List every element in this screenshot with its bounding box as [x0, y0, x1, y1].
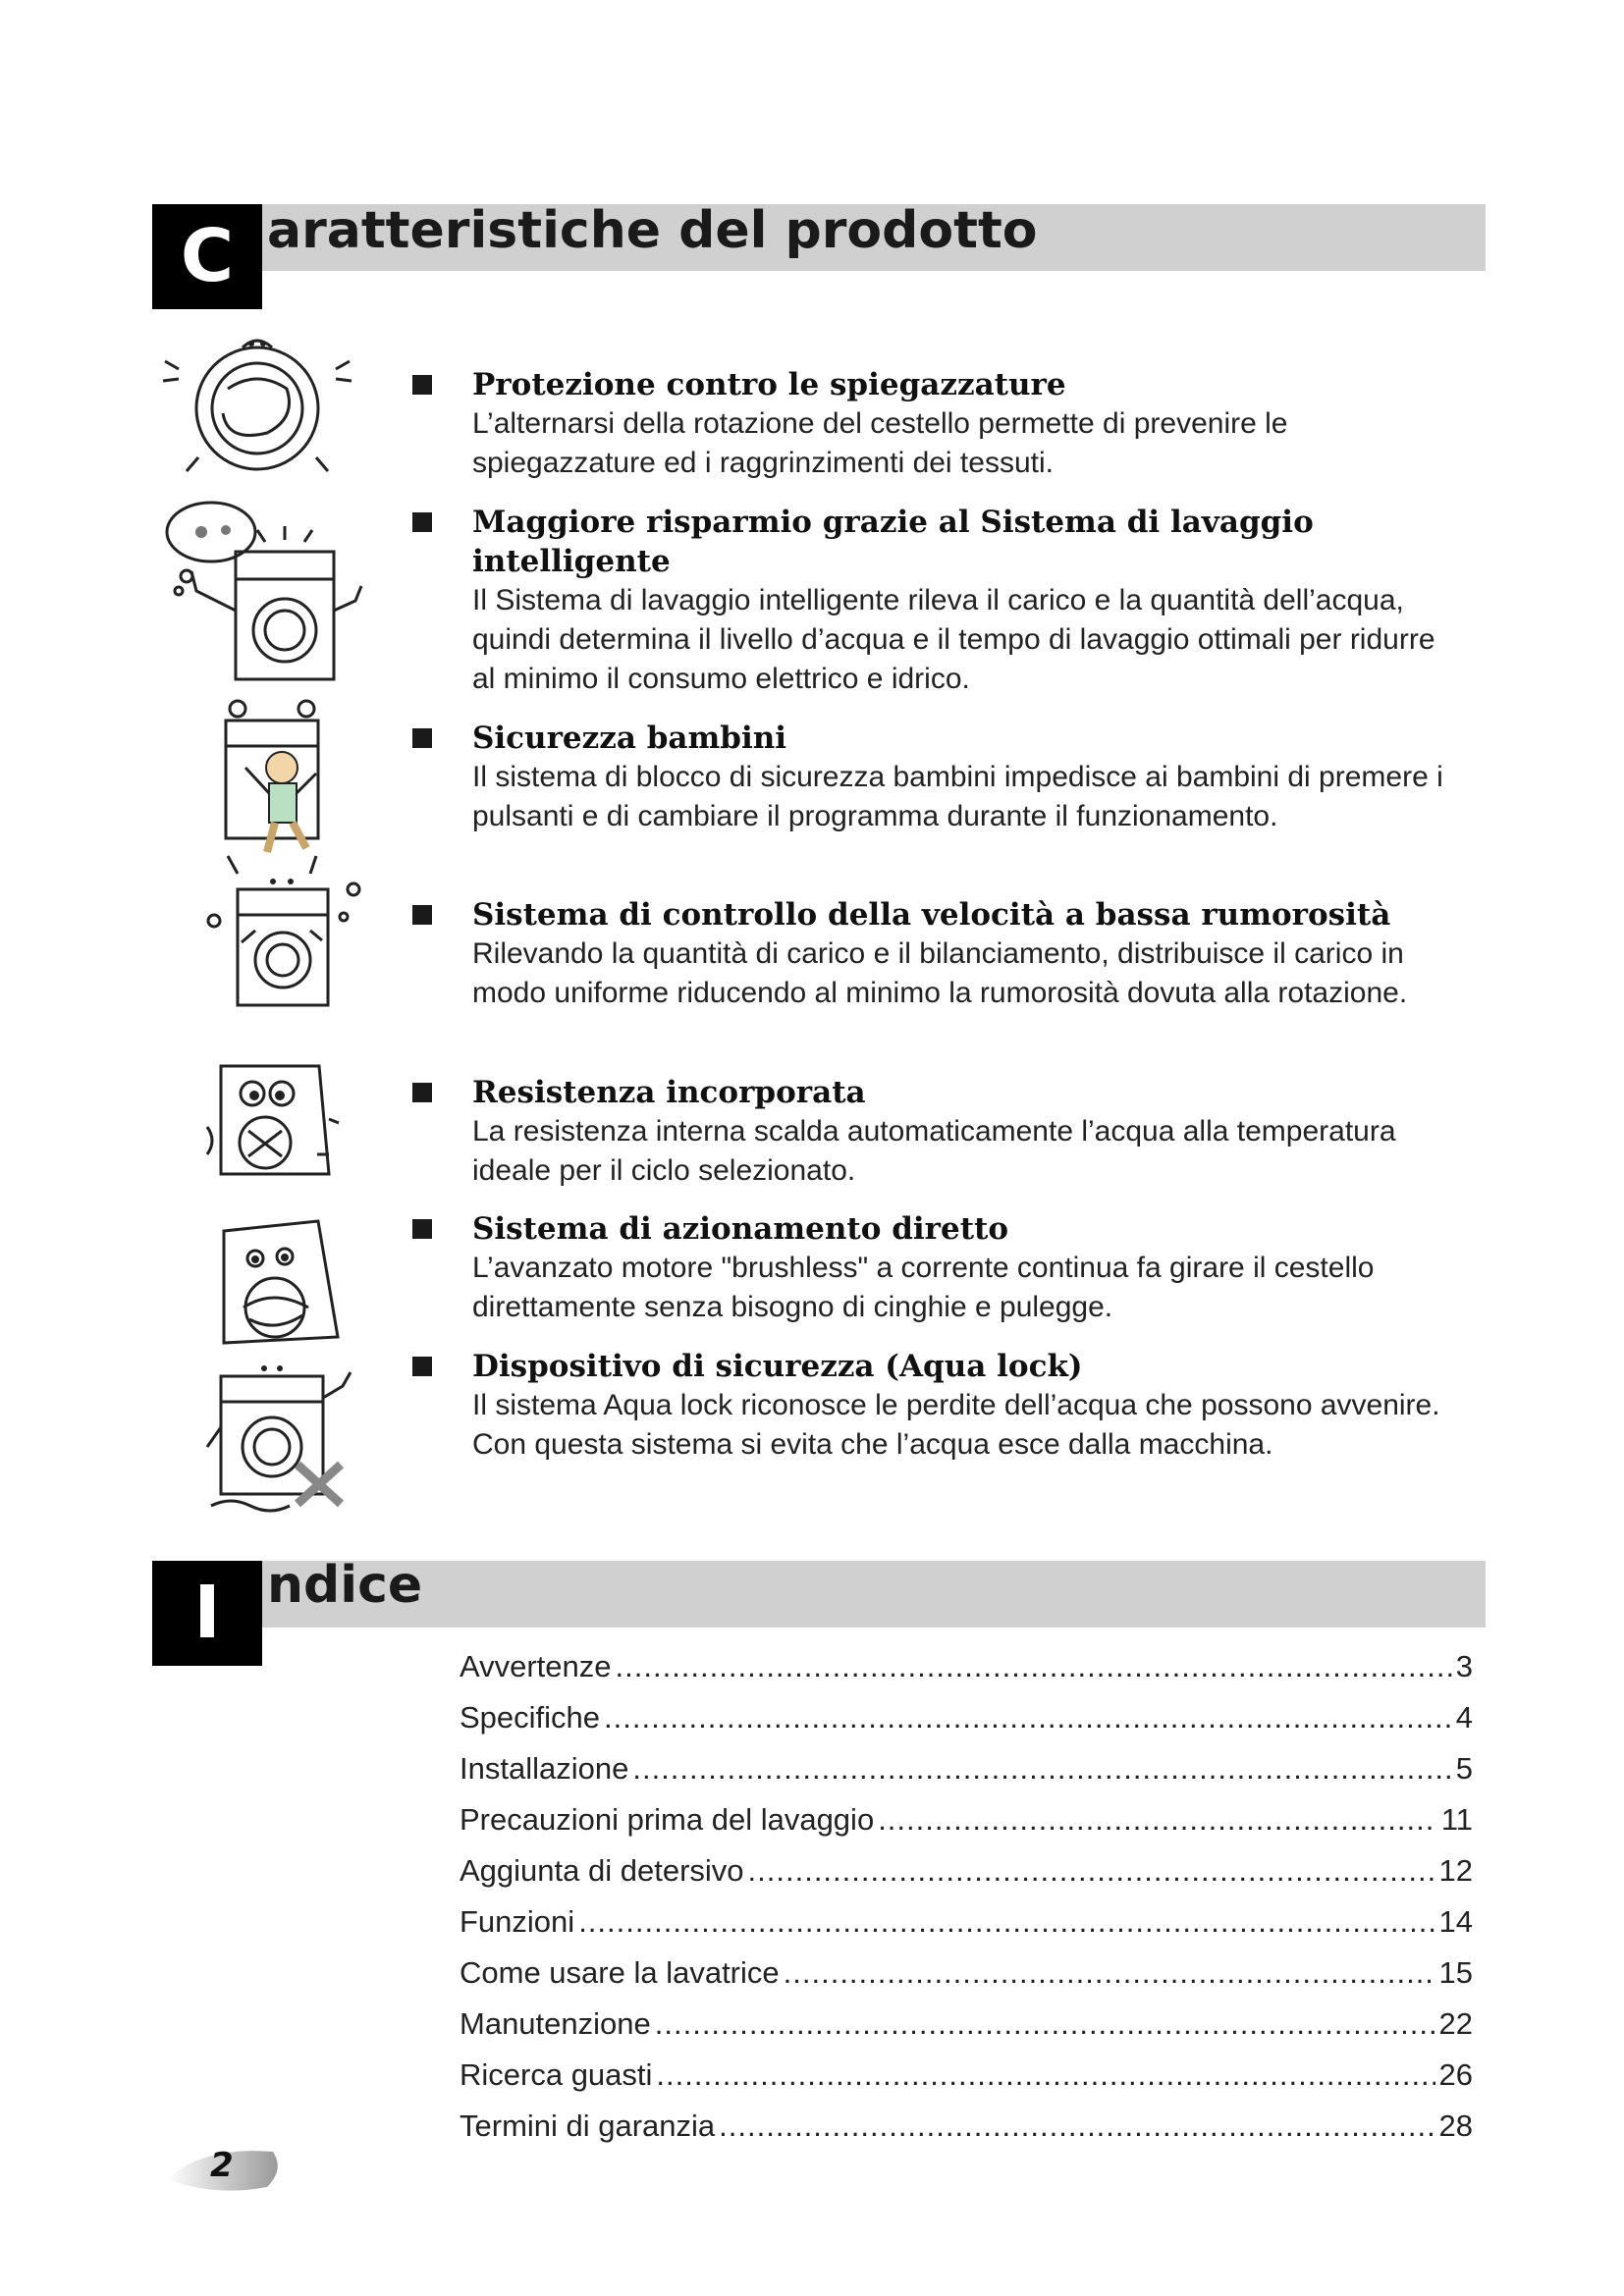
- toc-dot-leader: [748, 1853, 1435, 1889]
- toc-dot-leader: [784, 1955, 1435, 1991]
- features-section-title: aratteristiche del prodotto: [267, 201, 1038, 260]
- feature-item: [412, 895, 1453, 1013]
- toc-entry[interactable]: [460, 1955, 1473, 2006]
- low-noise-washer-illustration: [196, 872, 373, 1009]
- toc-entry-label: Funzioni: [460, 1904, 575, 1939]
- feature-title: Maggiore risparmio grazie al Sistema di lavaggio intelligente: [472, 505, 1314, 579]
- bullet-square: [412, 1083, 432, 1102]
- smart-washer-illustration: [157, 493, 363, 689]
- toc-entry-label: Termini di garanzia: [460, 2109, 716, 2143]
- feature-title: Sistema di controllo della velocità a bassa rumorosità: [472, 897, 1391, 933]
- toc-entry-label: Ricerca guasti: [460, 2057, 653, 2092]
- feature-title: Sicurezza bambini: [472, 721, 787, 756]
- feature-title: Sistema di azionamento diretto: [472, 1211, 1009, 1247]
- bullet-square: [412, 375, 432, 395]
- toc-entry-label: Specifiche: [460, 1700, 601, 1735]
- child-lock-illustration: [208, 699, 336, 876]
- toc-dot-leader: [578, 1904, 1435, 1940]
- feature-description: L’alternarsi della rotazione del cestello permette di prevenire le spiegazzature ed i raggrinzimenti dei tessuti.: [472, 407, 1288, 479]
- feature-title: Resistenza incorporata: [472, 1075, 866, 1110]
- toc-entry-page: 28: [1438, 2109, 1473, 2143]
- toc-entry-page: 12: [1438, 1853, 1473, 1888]
- toc-entry[interactable]: [460, 1904, 1473, 1955]
- bullet-square: [412, 905, 432, 925]
- feature-description: Il Sistema di lavaggio intelligente rileva il carico e la quantità dell’acqua, quindi determina il livello d’acqua e il tempo di lavaggio ottimali per ridurre al minimo il consumo elettrico e idrico.: [472, 584, 1435, 695]
- toc-entry-label: Installazione: [460, 1751, 629, 1786]
- feature-item: [412, 1209, 1453, 1327]
- spinning-drum-illustration: [159, 330, 355, 487]
- toc-entry[interactable]: [460, 2109, 1473, 2160]
- bullet-square: [412, 1357, 432, 1376]
- feature-title: Protezione contro le spiegazzature: [472, 367, 1066, 402]
- bullet-square: [412, 512, 432, 532]
- toc-entry[interactable]: [460, 1751, 1473, 1802]
- toc-entry-page: 15: [1438, 1955, 1473, 1990]
- toc-entry-page: 14: [1438, 1904, 1473, 1939]
- page-number: 2: [210, 2146, 234, 2185]
- feature-item: [412, 1073, 1453, 1191]
- toc-entry-page: 26: [1438, 2057, 1473, 2092]
- toc-entry-label: Come usare la lavatrice: [460, 1955, 780, 1990]
- toc-entry-page: 3: [1455, 1649, 1473, 1683]
- toc-entry[interactable]: [460, 2006, 1473, 2057]
- toc-entry-label: Manutenzione: [460, 2006, 651, 2041]
- toc-entry-label: Precauzioni prima del lavaggio: [460, 1802, 875, 1837]
- feature-item: [412, 365, 1453, 483]
- toc-dot-leader: [616, 1649, 1452, 1684]
- features-section-letter: C: [152, 204, 262, 309]
- toc-entry[interactable]: [460, 1700, 1473, 1751]
- bullet-square: [412, 1219, 432, 1239]
- aqua-lock-washer-illustration: [191, 1359, 368, 1516]
- feature-item: [412, 719, 1453, 836]
- toc-entry[interactable]: [460, 1649, 1473, 1700]
- feature-item: [412, 503, 1453, 699]
- toc-entry[interactable]: [460, 1802, 1473, 1853]
- toc-entry-page: 11: [1440, 1802, 1473, 1837]
- toc-dot-leader: [604, 1700, 1452, 1735]
- toc-entry-page: 5: [1455, 1751, 1473, 1786]
- toc-entry-label: Avvertenze: [460, 1649, 612, 1683]
- feature-description: Il sistema di blocco di sicurezza bambini impedisce ai bambini di premere i pulsanti e di cambiare il programma durante il funzionamento.: [472, 761, 1443, 832]
- toc-dot-leader: [656, 2057, 1435, 2093]
- table-of-contents: [460, 1649, 1473, 2160]
- feature-item: [412, 1347, 1453, 1465]
- bullet-square: [412, 728, 432, 748]
- toc-entry-page: 4: [1455, 1700, 1473, 1735]
- feature-description: Rilevando la quantità di carico e il bilanciamento, distribuisce il carico in modo uniforme riducendo al minimo la rumorosità dovuta alla rotazione.: [472, 937, 1408, 1009]
- toc-dot-leader: [655, 2006, 1435, 2042]
- toc-dot-leader: [632, 1751, 1451, 1787]
- feature-title: Dispositivo di sicurezza (Aqua lock): [472, 1349, 1083, 1384]
- index-section-title: ndice: [267, 1556, 423, 1615]
- toc-entry[interactable]: [460, 1853, 1473, 1904]
- heater-washer-illustration: [191, 1046, 349, 1194]
- toc-entry[interactable]: [460, 2057, 1473, 2109]
- feature-description: L’avanzato motore "brushless" a corrente continua fa girare il cestello direttamente senza bisogno di cinghie e pulegge.: [472, 1252, 1375, 1323]
- toc-entry-page: 22: [1438, 2006, 1473, 2041]
- feature-description: Il sistema Aqua lock riconosce le perdite dell’acqua che possono avvenire. Con questa sistema si evita che l’acqua esce dalla macchina.: [472, 1389, 1440, 1461]
- toc-dot-leader: [878, 1802, 1437, 1838]
- direct-drive-washer-illustration: [204, 1209, 352, 1357]
- toc-entry-label: Aggiunta di detersivo: [460, 1853, 744, 1888]
- index-section-letter: I: [152, 1561, 262, 1666]
- feature-description: La resistenza interna scalda automaticamente l’acqua alla temperatura ideale per il ciclo selezionato.: [472, 1115, 1396, 1187]
- toc-dot-leader: [719, 2109, 1435, 2144]
- page-number-badge: [165, 2140, 283, 2199]
